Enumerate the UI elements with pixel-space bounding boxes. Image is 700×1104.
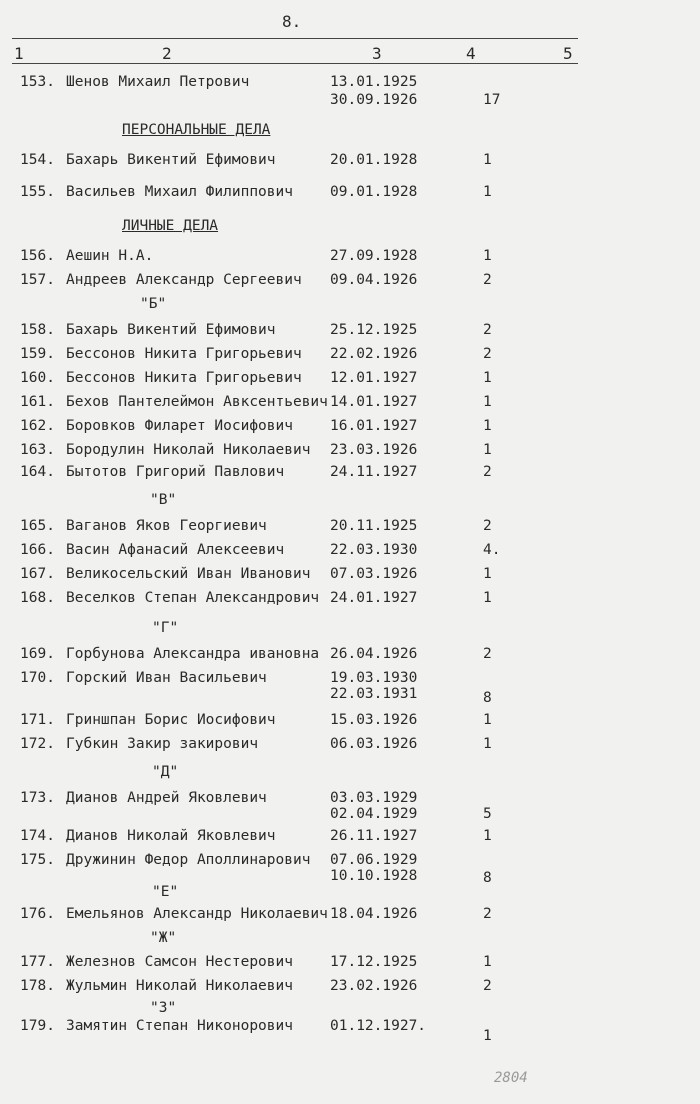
row-date: 14.01.1927 xyxy=(330,394,418,410)
row-number: 174. xyxy=(20,828,55,844)
row-name: Замятин Степан Никонорович xyxy=(66,1018,293,1034)
row-count: 5 xyxy=(483,806,492,822)
handwritten-archive-mark: 2804 xyxy=(494,1070,528,1086)
letter-heading-zh: "Ж" xyxy=(150,930,177,946)
row-count: 1 xyxy=(483,152,492,168)
row-count: 8 xyxy=(483,870,492,886)
row-name: Гриншпан Борис Иосифович xyxy=(66,712,276,728)
row-count: 1 xyxy=(483,394,492,410)
col-header-4: 4 xyxy=(466,44,476,63)
page-number: 8. xyxy=(282,12,302,31)
row-date: 19.03.1930 xyxy=(330,670,418,686)
row-name: Васин Афанасий Алексеевич xyxy=(66,542,285,558)
row-count: 2 xyxy=(483,518,492,534)
row-number: 165. xyxy=(20,518,55,534)
table-row xyxy=(0,518,700,542)
row-number: 153. xyxy=(20,74,55,90)
row-number: 161. xyxy=(20,394,55,410)
letter-heading-v: "В" xyxy=(150,492,177,508)
row-count: 2 xyxy=(483,464,492,480)
table-row xyxy=(0,248,700,272)
row-name: Великосельский Иван Иванович xyxy=(66,566,311,582)
row-number: 168. xyxy=(20,590,55,606)
row-count: 1 xyxy=(483,184,492,200)
row-name: Бородулин Николай Николаевич xyxy=(66,442,311,458)
table-row-continuation xyxy=(0,868,700,892)
row-date: 25.12.1925 xyxy=(330,322,418,338)
row-date: 06.03.1926 xyxy=(330,736,418,752)
row-number: 164. xyxy=(20,464,55,480)
table-row xyxy=(0,370,700,394)
row-name: Бахарь Викентий Ефимович xyxy=(66,152,276,168)
row-count: 4. xyxy=(483,542,501,558)
table-row xyxy=(0,184,700,208)
row-name: Дианов Николай Яковлевич xyxy=(66,828,276,844)
row-date: 09.04.1926 xyxy=(330,272,418,288)
row-date: 07.03.1926 xyxy=(330,566,418,582)
row-count: 1 xyxy=(483,954,492,970)
row-number: 158. xyxy=(20,322,55,338)
section-heading-personal: ПЕРСОНАЛЬНЫЕ ДЕЛА xyxy=(122,122,271,138)
row-name: Емельянов Александр Николаевич xyxy=(66,906,328,922)
row-name: Бехов Пантелеймон Авксентьевич xyxy=(66,394,328,410)
table-row xyxy=(0,442,700,466)
row-count: 1 xyxy=(483,1028,492,1044)
row-name: Бахарь Викентий Ефимович xyxy=(66,322,276,338)
row-number: 176. xyxy=(20,906,55,922)
row-count: 1 xyxy=(483,566,492,582)
table-row xyxy=(0,394,700,418)
row-name: Ваганов Яков Георгиевич xyxy=(66,518,267,534)
table-row xyxy=(0,542,700,566)
row-date: 24.11.1927 xyxy=(330,464,418,480)
row-date: 07.06.1929 xyxy=(330,852,418,868)
row-count: 1 xyxy=(483,248,492,264)
table-row xyxy=(0,272,700,296)
row-date: 22.02.1926 xyxy=(330,346,418,362)
row-count: 1 xyxy=(483,712,492,728)
row-count: 2 xyxy=(483,906,492,922)
row-number: 156. xyxy=(20,248,55,264)
row-date: 18.04.1926 xyxy=(330,906,418,922)
row-number: 179. xyxy=(20,1018,55,1034)
col-header-1: 1 xyxy=(14,44,24,63)
row-count: 2 xyxy=(483,978,492,994)
row-name: Губкин Закир закирович xyxy=(66,736,259,752)
row-name: Бытотов Григорий Павлович xyxy=(66,464,285,480)
row-name: Шенов Михаил Петрович xyxy=(66,74,250,90)
table-row xyxy=(0,736,700,760)
row-count: 8 xyxy=(483,690,492,706)
table-row xyxy=(0,1018,700,1042)
row-date-end: 10.10.1928 xyxy=(330,868,418,884)
table-row xyxy=(0,590,700,614)
table-row xyxy=(0,954,700,978)
row-number: 178. xyxy=(20,978,55,994)
table-row xyxy=(0,566,700,590)
row-date: 09.01.1928 xyxy=(330,184,418,200)
row-name: Васильев Михаил Филиппович xyxy=(66,184,293,200)
row-number: 163. xyxy=(20,442,55,458)
section-heading-lichnye: ЛИЧНЫЕ ДЕЛА xyxy=(122,218,219,234)
table-row xyxy=(0,464,700,488)
row-number: 159. xyxy=(20,346,55,362)
row-name: Горский Иван Васильевич xyxy=(66,670,267,686)
row-number: 166. xyxy=(20,542,55,558)
row-number: 169. xyxy=(20,646,55,662)
row-count: 1 xyxy=(483,828,492,844)
row-number: 157. xyxy=(20,272,55,288)
row-number: 154. xyxy=(20,152,55,168)
col-header-3: 3 xyxy=(372,44,382,63)
row-date: 17.12.1925 xyxy=(330,954,418,970)
table-row xyxy=(0,322,700,346)
row-number: 171. xyxy=(20,712,55,728)
row-date: 01.12.1927. xyxy=(330,1018,427,1034)
table-row xyxy=(0,418,700,442)
table-row xyxy=(0,978,700,1002)
table-row xyxy=(0,646,700,670)
row-count: 1 xyxy=(483,418,492,434)
row-date-end: 30.09.1926 xyxy=(330,92,418,108)
row-name: Андреев Александр Сергеевич xyxy=(66,272,302,288)
table-row-continuation xyxy=(0,806,700,830)
row-name: Горбунова Александра ивановна xyxy=(66,646,320,662)
row-name: Бессонов Никита Григорьевич xyxy=(66,346,302,362)
row-name: Веселков Степан Александрович xyxy=(66,590,320,606)
row-name: Дианов Андрей Яковлевич xyxy=(66,790,267,806)
row-name: Боровков Филарет Иосифович xyxy=(66,418,293,434)
row-date-end: 22.03.1931 xyxy=(330,686,418,702)
row-date: 12.01.1927 xyxy=(330,370,418,386)
row-date: 24.01.1927 xyxy=(330,590,418,606)
row-name: Жульмин Николай Николаевич xyxy=(66,978,293,994)
letter-heading-d: "Д" xyxy=(152,764,179,780)
row-number: 177. xyxy=(20,954,55,970)
row-date: 15.03.1926 xyxy=(330,712,418,728)
header-rule xyxy=(12,63,578,64)
table-row xyxy=(0,906,700,930)
row-date: 23.03.1926 xyxy=(330,442,418,458)
row-number: 167. xyxy=(20,566,55,582)
table-row-continuation xyxy=(0,686,700,710)
row-name: Аешин Н.А. xyxy=(66,248,154,264)
row-count: 1 xyxy=(483,442,492,458)
letter-heading-e: "Е" xyxy=(152,884,179,900)
table-row xyxy=(0,712,700,736)
row-date: 13.01.1925 xyxy=(330,74,418,90)
row-count: 1 xyxy=(483,736,492,752)
row-number: 175. xyxy=(20,852,55,868)
table-row xyxy=(0,828,700,852)
letter-heading-g: "Г" xyxy=(152,620,179,636)
row-date: 27.09.1928 xyxy=(330,248,418,264)
row-number: 155. xyxy=(20,184,55,200)
table-row xyxy=(0,152,700,176)
row-name: Железнов Самсон Нестерович xyxy=(66,954,293,970)
row-number: 173. xyxy=(20,790,55,806)
table-row-continuation xyxy=(0,92,700,116)
row-number: 172. xyxy=(20,736,55,752)
row-count: 17 xyxy=(483,92,501,108)
row-count: 2 xyxy=(483,646,492,662)
row-count: 2 xyxy=(483,346,492,362)
row-date: 20.11.1925 xyxy=(330,518,418,534)
row-date: 26.11.1927 xyxy=(330,828,418,844)
row-date: 16.01.1927 xyxy=(330,418,418,434)
row-number: 162. xyxy=(20,418,55,434)
row-count: 2 xyxy=(483,272,492,288)
top-rule xyxy=(12,38,578,39)
row-count: 1 xyxy=(483,370,492,386)
row-name: Бессонов Никита Григорьевич xyxy=(66,370,302,386)
row-date: 23.02.1926 xyxy=(330,978,418,994)
row-date: 26.04.1926 xyxy=(330,646,418,662)
letter-heading-z: "З" xyxy=(150,1000,177,1016)
row-number: 170. xyxy=(20,670,55,686)
col-header-2: 2 xyxy=(162,44,172,63)
row-count: 1 xyxy=(483,590,492,606)
letter-heading-b: "Б" xyxy=(140,296,167,312)
row-date: 22.03.1930 xyxy=(330,542,418,558)
row-number: 160. xyxy=(20,370,55,386)
col-header-5: 5 xyxy=(563,44,573,63)
row-name: Дружинин Федор Аполлинарович xyxy=(66,852,311,868)
row-date: 03.03.1929 xyxy=(330,790,418,806)
table-row xyxy=(0,346,700,370)
row-date-end: 02.04.1929 xyxy=(330,806,418,822)
row-date: 20.01.1928 xyxy=(330,152,418,168)
row-count: 2 xyxy=(483,322,492,338)
